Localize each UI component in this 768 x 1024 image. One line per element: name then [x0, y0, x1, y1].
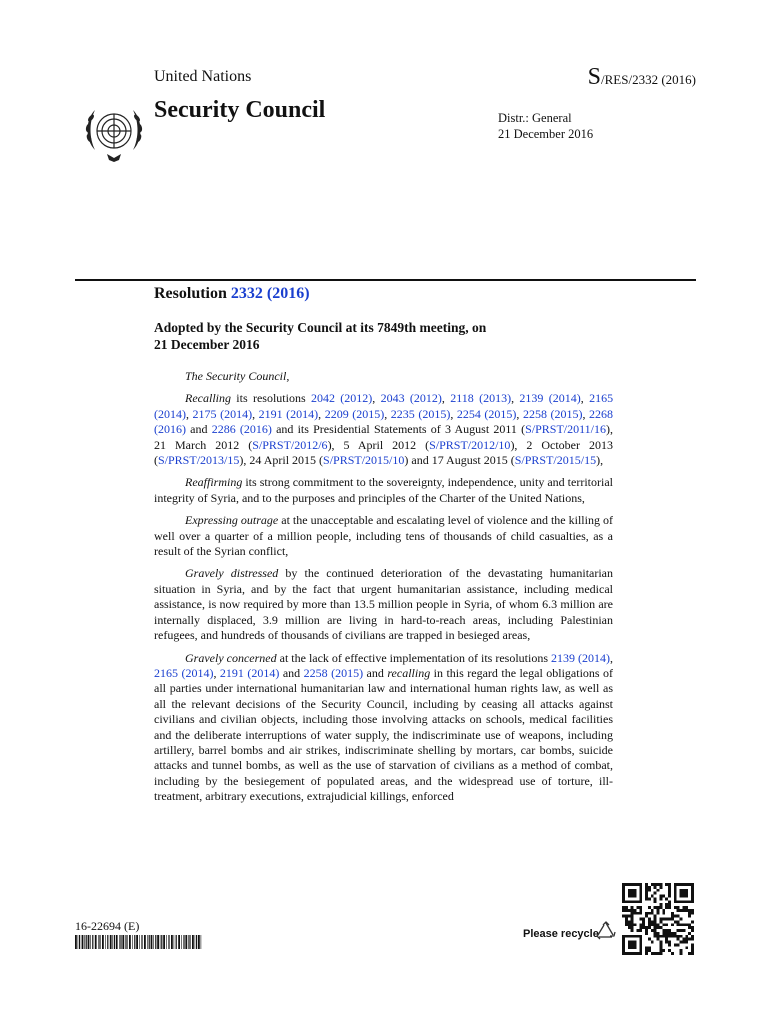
resolution-link[interactable]: 2286 (2016): [211, 422, 272, 437]
paragraph-text: ), 5 April 2012 (: [327, 437, 430, 452]
paragraph-lead: Reaffirming: [185, 475, 243, 490]
preamble-paragraph-reaffirming: [154, 475, 613, 506]
separator: and: [186, 422, 212, 437]
paragraph-lead: Expressing outrage: [185, 513, 279, 528]
resolution-link[interactable]: 2254 (2015): [456, 406, 517, 421]
paragraph-text: at the lack of effective implementation of its resolutions: [276, 650, 551, 665]
header-divider: [75, 279, 696, 281]
presidential-statement-link[interactable]: S/PRST/2015/15: [514, 453, 597, 468]
adoption-line-1: Adopted by the Security Council at its 7849th meeting, on: [154, 320, 487, 335]
opening-paragraph: [154, 369, 613, 384]
separator: ,: [186, 406, 193, 421]
paragraph-text: and: [363, 665, 388, 680]
resolution-link[interactable]: 2165 (2014): [154, 665, 214, 680]
opening-text: The Security Council,: [185, 369, 290, 383]
paragraph-lead: Gravely distressed: [185, 566, 279, 581]
adoption-statement: [154, 319, 614, 353]
presidential-statement-link[interactable]: S/PRST/2012/10: [429, 437, 511, 452]
distribution-type: Distr.: General: [498, 111, 572, 125]
barcode-icon: [75, 935, 203, 949]
paragraph-text: ) and 17 August 2015 (: [404, 453, 515, 468]
preamble-paragraph-concerned: [154, 651, 613, 805]
separator: ,: [450, 406, 457, 421]
separator: ,: [372, 391, 381, 406]
separator: ,: [318, 406, 325, 421]
resolution-link[interactable]: 2191 (2014): [219, 665, 280, 680]
paragraph-text: ), 21 March 2012 (: [154, 422, 614, 452]
document-symbol: [588, 64, 696, 91]
paragraph-text: and its Presidential Statements of 3 August 2011 (: [271, 422, 526, 437]
resolution-link[interactable]: 2235 (2015): [390, 406, 451, 421]
issue-date: 21 December 2016: [498, 127, 594, 141]
organization-name: United Nations: [154, 68, 252, 85]
paragraph-text: its resolutions: [230, 391, 311, 406]
resolution-link[interactable]: 2043 (2012): [380, 391, 442, 406]
resolution-link[interactable]: 2191 (2014): [258, 406, 319, 421]
resolution-link[interactable]: 2139 (2014): [551, 650, 610, 665]
separator: and: [279, 665, 304, 680]
separator: ,: [582, 406, 590, 421]
paragraph-text: ),: [596, 453, 604, 468]
separator: ,: [213, 665, 220, 680]
presidential-statement-link[interactable]: S/PRST/2015/10: [323, 453, 405, 468]
paragraph-text: by the continued deterioration of the devastating humanitarian situation in Syria, and by the fact that urgent humanitarian assistance, including medical assistance, is now required by more than 13.5 million people in Syria, of whom 6.3 million are internally displaced, 3.9 million are living in hard-to-reach areas, including Palestinian refugees, and hundreds of thousands of civilians are trapped in besieged areas,: [154, 566, 614, 643]
resolution-link[interactable]: 2175 (2014): [192, 406, 253, 421]
resolution-link[interactable]: 2139 (2014): [519, 391, 581, 406]
separator: ,: [511, 391, 520, 406]
resolution-number-link[interactable]: 2332 (2016): [230, 285, 310, 302]
resolution-label: Resolution: [154, 285, 227, 302]
paragraph-lead: Recalling: [185, 391, 231, 406]
distribution-block: [498, 110, 593, 142]
preamble-paragraph-distressed: [154, 566, 613, 643]
qr-code-icon: [622, 883, 694, 955]
document-number: 16-22694 (E): [75, 919, 140, 933]
presidential-statement-link[interactable]: S/PRST/2012/6: [252, 437, 328, 452]
un-emblem-icon: [77, 100, 151, 166]
resolution-link[interactable]: 2165 (2014): [154, 391, 614, 421]
resolution-link[interactable]: 2258 (2015): [522, 406, 583, 421]
resolution-link[interactable]: 2042 (2012): [310, 391, 373, 406]
document-symbol-rest: /RES/2332 (2016): [601, 72, 696, 87]
paragraph-text: in this regard the legal obligations of all parties under international humanitarian law and international human rights law, as well as all the relevant decisions of the Security Council, including by ceasing all attacks against civilians and civilian objects, including those involving attacks on schools, medical facilities and the deliberate interruptions of water supply, the indiscriminate use of weapons, including artillery, barrel bombs and air strikes, indiscriminate shelling by mortars, car bombs, suicide attacks and tunnel bombs, as well as the use of starvation of civilians as a method of combat, including by the besiegement of populated areas, and the widespread use of torture, ill-treatment, arbitrary executions, extrajudicial killings, enforced: [154, 665, 614, 804]
resolution-link[interactable]: 2268 (2016): [154, 406, 614, 437]
paragraph-lead: Gravely concerned: [185, 650, 277, 665]
document-symbol-letter: S: [587, 64, 602, 90]
separator: ,: [441, 391, 451, 406]
presidential-statement-link[interactable]: S/PRST/2013/15: [158, 453, 240, 468]
resolution-link[interactable]: 2209 (2015): [324, 406, 385, 421]
resolution-body: [154, 369, 613, 812]
recycle-label: Please recycle: [523, 928, 599, 940]
separator: ,: [516, 406, 523, 421]
council-name: Security Council: [154, 97, 326, 123]
resolution-title: [154, 285, 310, 303]
preamble-paragraph-recalling: [154, 391, 613, 468]
separator: ,: [610, 650, 613, 665]
paragraph-text: ), 24 April 2015 (: [239, 453, 324, 468]
separator: ,: [384, 406, 391, 421]
paragraph-text: its strong commitment to the sovereignty, independence, unity and territorial integrity of Syria, and to the purposes and principles of the Charter of the United Nations,: [154, 475, 613, 505]
resolution-link[interactable]: 2118 (2013): [450, 391, 512, 406]
adoption-line-2: 21 December 2016: [154, 337, 260, 352]
paragraph-text: at the unacceptable and escalating level of violence and the killing of well over a quarter of a million people, including tens of thousands of child casualties, as a result of the Syrian conflict,: [154, 513, 613, 559]
separator: ,: [580, 391, 590, 406]
paragraph-text: ), 2 October 2013 (: [154, 437, 613, 468]
separator: ,: [252, 406, 259, 421]
paragraph-lead: recalling: [387, 665, 431, 680]
recycle-icon: [593, 920, 619, 946]
presidential-statement-link[interactable]: S/PRST/2011/16: [525, 422, 607, 437]
preamble-paragraph-outrage: [154, 513, 613, 559]
resolution-link[interactable]: 2258 (2015): [303, 665, 364, 680]
